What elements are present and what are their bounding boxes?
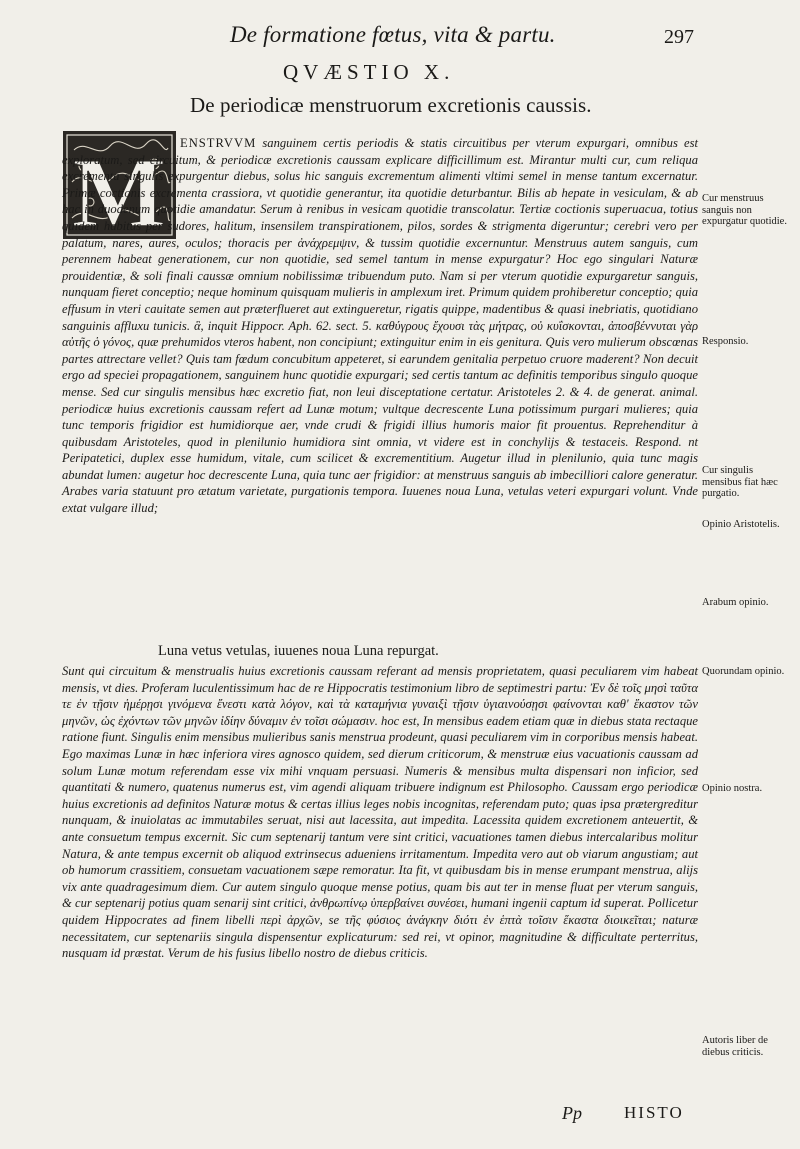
margin-note: Opinio Aristotelis. <box>702 519 780 530</box>
verse-line: Luna vetus vetulas, iuuenes noua Luna repurgat. <box>158 643 439 659</box>
margin-note: Responsio. <box>702 336 749 347</box>
margin-note: Cur menstruus sanguis non expurgatur quotidie. <box>702 193 787 227</box>
initial-letter: M <box>71 137 167 240</box>
margin-note: Autoris liber de diebus criticis. <box>702 1035 768 1058</box>
paragraph-1-text: sanguinem certis periodis & statis circuitibus per vterum expurgari, omnibus est exploratum, sed circuitum, & periodicæ excretionis caussam explicare difficillimum est. Mirantur multi cur, cum reliqua excrementa singulis expurgentur diebus, solus hic sanguis excrementum alimenti vltimi semel in mense tantum excernatur. Primæ coctionis excrementa crassiora, vt quotidie generantur, ita quotidie deturbantur. Bilis ab hepate in vesiculam, & ab hac in duodenum quotidie amandatur. Serum à renibus in vesicam quotidie transcolatur. Tertiæ coctionis superuacua, totius quidem habitus per sudores, halitum, insensilem transpirationem, pilos, sordes & strigmenta digeruntur; cerebri vero per palatum, nares, aures, oculos; thoracis per ἀνάχρεμψιν, & tussim quotidie excernuntur. Menstruus autem sanguis, cum perennem habeat generationem, cur non quotidie, sed semel tantum in mense expurgatur? Hoc ego singulari Naturæ prouidentiæ, & soli finali caussæ omnium nobilissimæ tribuendum puto. Nam si per vterum quotidie expurgaretur sanguis, nunquam fieret conceptio; neque hominum quisquam mulieris in amplexum iret. Primum quidem prohiberetur conceptio; quia effusum in vteri cauitate semen aut præterflueret aut extingueretur, rigatis quippe, madentibus & quasi inebriatis, quotidiano sanguinis affluxu tunicis. ἃ, inquit Hippocr. Aph. 62. sect. 5. καθύγρους ἔχουσι τὰς μήτρας, οὐ κυΐσκονται, ἀποσβέννυται γὰρ αὐτῆς ὁ γόνος, quæ prehumidos vteros habent, non concipiunt; extinguitur enim in eis genitura. Quis vero mulierum obscœnas partes attrectare vellet? Quis tam fœdum concubitum appeteret, si earundem genitalia perpetuo cruore maderent? Non decuit ergo ad speciei propagationem, sanguinem hunc quotidie expurgari; sed certis tantum ac definitis temporibus singulo quoque mense. Sed cur singulis mensibus hæc excretio fiat, non leui disceptatione certatur. Aristoteles 2. & 4. de generat. animal. periodicæ huius excretionis caussam refert ad Lunæ motum; vultque decrescente Luna potissimum purgari mulieres; quia tunc temporis frigidior est humidiorque aer, vnde crudi & frigidi illius humoris maior fit prouentus. Reprehenditur à quibusdam Aristoteles, quod in plenilunio humidiora sint omnia, vt videre est in conchylijs & testaceis. Respond. nt Peripatetici, duplex esse humidum, vitale, cum scilicet & excrementitium. Augetur illud in plenilunio, quia tunc magis abundat lumen: augetur hoc decrescente Luna, quia tunc aer frigidior: at menstruus sanguis ab imbecilliori calore generatur. Arabes varia statuunt pro ætatum varietate, purgationis tempora. Iuuenes noua Luna, vetulas veteri expurgari volunt. Vnde extat vulgare illud; <box>62 136 698 516</box>
main-text-block <box>62 135 698 517</box>
catchword: HISTO <box>624 1103 684 1122</box>
margin-note: Arabum opinio. <box>702 597 769 608</box>
chapter-title: De periodicæ menstruorum excretionis caussis. <box>190 93 592 117</box>
second-text-block <box>62 663 698 962</box>
margin-note: Cur singulis mensibus fiat hæc purgatio. <box>702 465 778 499</box>
page-number: 297 <box>664 26 694 48</box>
margin-note: Quorundam opinio. <box>702 666 785 677</box>
paragraph-2: Sunt qui circuitum & menstrualis huius excretionis caussam referant ad mensis proprietatem, quasi peculiarem vim habeat mensis, vt dies. Proferam luculentissimum hac de re Hippocratis testimonium libro de septimestri partu: Ἐν δὲ τοῖς μησὶ ταῦτα τε ἐν τῇσιν ἡμέρῃσι γινόμενα ἔνεστι κατὰ λόγον, καὶ τὰ καταμήνια γυναιξὶ τῇσιν ὑγιαινούσῃσι φαίνονται καθ' ἕκαστον τῶν μηνῶν, ὡς ἐχόντων τῶν μηνῶν ἰδίην δύναμιν ἐν τοῖσι σώμασιν. hoc est, In mensibus eadem etiam quæ in diebus stata rectaque ratione fiunt. Singulis enim mensibus mulieribus sanis menstrua prodeunt, quasi peculiarem vim in corporibus mensis habeat. Ego maximas Lunæ in hæc inferiora vires agnosco quidem, sed dierum criticorum, & menstruæ eius vacuationis caussam ad solum Lunæ motum referendam esse vix mihi vnquam persuasi. Numeris & mensibus multa dispensari non inficior, sed quantitati & numero, quatenus numerus est, vim agendi aliquam tribuere indignum est Philosopho. Caussam ergo periodicæ huius excretionis ad definitos Naturæ motus & certas illius leges nobis incognitas, referendam puto; quas ipsa prætergreditur nunquam, & inuiolatas ac immutabiles seruat, nisi aut lacessita, aut impedita. Lacessita quidem excretionem anteuertit, & ante consuetum tempus excernit. Sic cum septenarij tantum vere sint critici, vacuationes tamen diebus intercalaribus molitur Natura, & ante tempus excernit ob aliquod extrinsecus adueniens irritamentum. Impedita vero aut ob viarum angustiam; aut ob humorum crassitiem, consuetam vacuationem sæpe remoratur. Ita fit, vt quibusdam bis in mense erumpant menstrua, alijs vix ante quadragesimum diem. Cur autem singulo quoque mense potius, quam bis aut ter in mense fluat per vterum sanguis, & cur septenarij potius quam senarij sint critici, ἀνθρωπίνῳ ὑπερβαίνει συνέσει, humani ingenii captum id superat. Pollicetur quidem Hippocrates ad finem libelli περὶ ἀρχῶν, se τῆς φύσιος ἀνάγκην διότι ἐν ἑπτὰ τοῖσιν ἕκαστα διοικεῖται; naturæ necessitatem, cur septenariis singula dispensentur explicaturum: sed rei, vt opinor, magnitudine & difficultate perterritus, nusquam id præstat. Verum de his fusius libello nostro de diebus criticis. <box>62 664 698 961</box>
question-heading: QVÆSTIO X. <box>283 60 455 84</box>
margin-note: Opinio nostra. <box>702 783 763 794</box>
running-head: De formatione fœtus, vita & partu. <box>230 22 556 47</box>
signature-mark: Pp <box>562 1103 582 1123</box>
paragraph-1 <box>62 135 698 517</box>
lead-word: ENSTRVVM <box>180 136 257 150</box>
